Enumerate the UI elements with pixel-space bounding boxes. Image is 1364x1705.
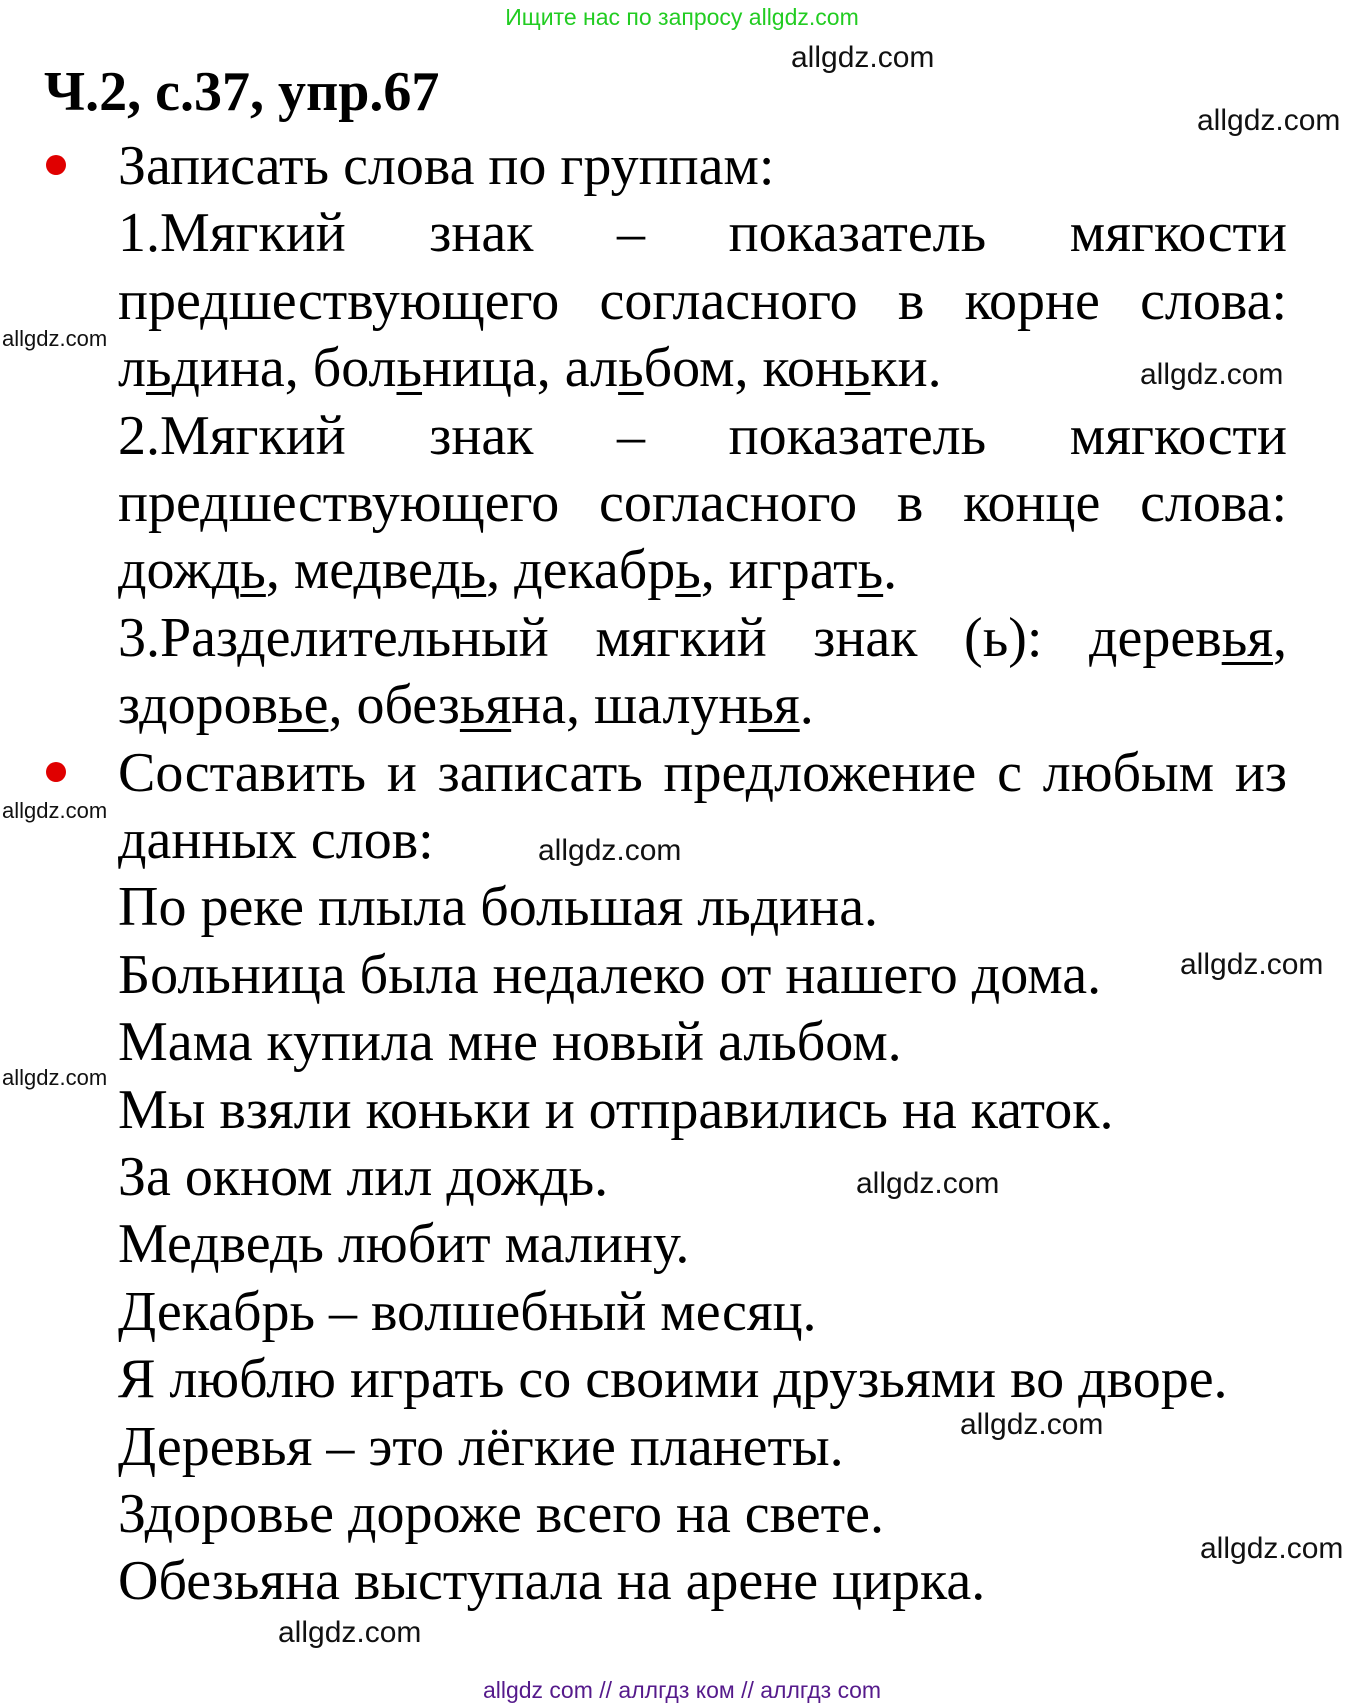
text-line: [118, 876, 879, 939]
text-line: [118, 472, 1287, 534]
text-segment: ,: [1273, 606, 1287, 669]
text-segment: на, шалун: [511, 674, 749, 737]
underlined-letter: ья: [459, 674, 512, 737]
text-line: [118, 1415, 844, 1478]
watermark: allgdz.com: [538, 834, 682, 867]
page-title: Ч.2, с.37, упр.67: [44, 61, 440, 123]
text-segment: Больница была недалеко от нашего дома.: [118, 943, 1102, 1006]
text-line: [118, 1348, 1228, 1411]
text-line: [118, 1213, 690, 1276]
text-line: [118, 1146, 609, 1208]
text-segment: , играт: [700, 539, 858, 602]
underlined-letter: ье: [278, 674, 329, 737]
underlined-letter: ья: [1221, 606, 1273, 669]
text-segment: Медведь любит малину.: [118, 1213, 690, 1276]
text-segment: , декабр: [486, 539, 676, 602]
text-line: [118, 1280, 817, 1343]
text-segment: Декабрь – волшебный месяц.: [118, 1280, 817, 1343]
text-line: [118, 1011, 902, 1074]
text-line: [118, 741, 1287, 804]
watermark: allgdz.com: [791, 41, 935, 74]
watermark: allgdz.com: [960, 1408, 1104, 1441]
watermark: allgdz.com: [1180, 948, 1324, 981]
text-line: [118, 1078, 1114, 1141]
underlined-letter: ь: [396, 337, 423, 400]
text-segment: дина, бол: [171, 337, 397, 400]
bullet-icon: [46, 155, 66, 175]
text-segment: дожд: [118, 539, 241, 602]
underlined-letter: ья: [748, 674, 800, 737]
text-line: [118, 404, 1287, 467]
text-segment: Записать слова по группам:: [118, 135, 775, 197]
text-segment: 2.Мягкий знак – показатель мягкости: [118, 404, 1287, 467]
text-line: [118, 337, 942, 400]
underlined-letter: ь: [844, 337, 871, 400]
text-segment: , обез: [328, 674, 460, 737]
text-line: [118, 943, 1102, 1006]
text-segment: 1.Мягкий знак – показатель мягкости: [118, 202, 1287, 265]
text-segment: По реке плыла большая льдина.: [118, 876, 879, 939]
text-segment: предшествующего согласного в корне слова:: [118, 269, 1287, 332]
text-segment: здоров: [118, 674, 279, 737]
text-line: [118, 674, 814, 737]
underlined-letter: ь: [145, 337, 172, 400]
underlined-letter: ь: [675, 539, 701, 602]
text-segment: ки.: [870, 337, 942, 400]
text-line: [118, 539, 898, 602]
text-segment: Деревья – это лёгкие планеты.: [118, 1415, 844, 1478]
underlined-letter: ь: [460, 539, 487, 602]
text-segment: .: [883, 539, 898, 602]
text-segment: бом, кон: [643, 337, 845, 400]
text-segment: предшествующего согласного в конце слова:: [118, 472, 1287, 534]
underlined-letter: ь: [857, 539, 884, 602]
watermark: allgdz.com: [1197, 104, 1341, 137]
watermark: allgdz.com: [2, 326, 108, 351]
watermark: allgdz.com: [278, 1616, 422, 1649]
text-line: [118, 1483, 884, 1545]
text-line: [118, 135, 775, 197]
text-line: [118, 809, 434, 871]
text-segment: данных слов:: [118, 809, 434, 871]
text-segment: 3.Разделительный мягкий знак (ь): дерев: [118, 606, 1222, 669]
text-segment: Обезьяна выступала на арене цирка.: [118, 1550, 986, 1613]
text-segment: Мама купила мне новый альбом.: [118, 1011, 902, 1074]
watermark: allgdz.com: [2, 1065, 108, 1090]
text-line: [118, 202, 1287, 265]
bullet-icon: [46, 762, 66, 782]
watermark: allgdz.com: [2, 798, 108, 823]
bottom-watermark-links: allgdz com // аллгдз ком // аллгдз com: [482, 1677, 882, 1703]
text-segment: Мы взяли коньки и отправились на каток.: [118, 1078, 1114, 1141]
text-segment: .: [799, 674, 814, 737]
text-segment: Здоровье дороже всего на свете.: [118, 1483, 884, 1545]
underlined-letter: ь: [618, 337, 644, 400]
watermark: allgdz.com: [1200, 1532, 1344, 1565]
watermark: allgdz.com: [856, 1167, 1000, 1200]
text-segment: За окном лил дождь.: [118, 1146, 609, 1208]
top-search-note: Ищите нас по запросу allgdz.com: [505, 4, 859, 30]
text-line: [118, 269, 1287, 332]
text-segment: Я люблю играть со своими друзьями во дворе.: [118, 1348, 1228, 1411]
text-segment: л: [118, 337, 146, 400]
text-line: [118, 1550, 986, 1613]
underlined-letter: ь: [240, 539, 266, 602]
text-segment: , медвед: [265, 539, 461, 602]
watermark: allgdz.com: [1140, 358, 1284, 391]
text-segment: Составить и записать предложение с любым из: [118, 741, 1287, 804]
text-segment: ница, ал: [422, 337, 619, 400]
text-line: [118, 606, 1287, 669]
